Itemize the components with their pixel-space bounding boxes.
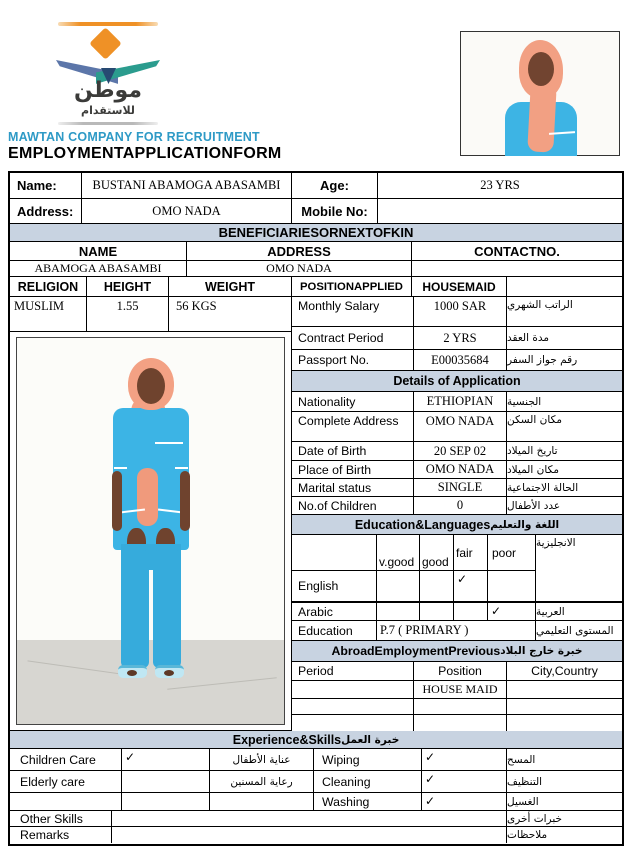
weight-value: 56 KGS (169, 297, 292, 331)
beneficiary-name-value: ABAMOGA ABASAMBI (10, 261, 187, 276)
physical-value-row (10, 297, 292, 332)
row-other-skills (10, 811, 622, 827)
abroad-period-1 (292, 681, 414, 698)
marital-status-arabic: الحالة الاجتماعية (507, 481, 579, 494)
company-logo (48, 14, 172, 126)
row-passport-no (292, 350, 622, 371)
abroad-city-3 (507, 715, 622, 731)
monthly-salary-value: 1000 SAR (414, 297, 507, 326)
education-label: Education (292, 621, 377, 640)
abroad-position-3 (414, 715, 507, 731)
physical-header-row (10, 277, 622, 297)
english-check-vgood (377, 571, 420, 601)
beneficiary-address-header: ADDRESS (187, 242, 412, 260)
cleaning-label: Cleaning (314, 771, 422, 792)
skills-empty-arabic (210, 793, 314, 810)
skills-empty-label (10, 793, 122, 810)
weight-header: WEIGHT (169, 277, 292, 296)
cleaning-check: ✓ (422, 771, 507, 792)
page-title: EMPLOYMENTAPPLICATIONFORM (8, 145, 282, 162)
monthly-salary-label: Monthly Salary (292, 297, 414, 326)
wiping-check: ✓ (422, 749, 507, 770)
remarks-label: Remarks (10, 827, 112, 843)
row-monthly-salary (292, 297, 622, 327)
elderly-care-label: Elderly care (10, 771, 122, 792)
row-place-of-birth (292, 461, 622, 479)
logo-accent-bar-top (58, 22, 158, 26)
name-label: Name: (10, 173, 82, 198)
abroad-row-2 (292, 699, 622, 715)
figure-arm-right (180, 471, 190, 531)
english-check-good (420, 571, 454, 601)
complete-address-label: Complete Address (292, 412, 414, 441)
row-address (10, 199, 622, 224)
skills-title (10, 731, 622, 749)
no-of-children-value: 0 (414, 497, 507, 514)
education-arabic: المستوى التعليمي (536, 624, 614, 637)
beneficiaries-header-row (10, 242, 622, 261)
passport-no-value: E00035684 (414, 350, 507, 370)
contract-period-value: 2 YRS (414, 327, 507, 349)
beneficiary-contact-header: CONTACTNO. (474, 243, 560, 259)
place-of-birth-value: OMO NADA (414, 461, 507, 478)
figure-leg-left (121, 550, 149, 668)
row-nationality (292, 392, 622, 412)
other-skills-value (112, 811, 507, 826)
row-english (292, 571, 622, 601)
row-complete-address (292, 412, 622, 442)
passport-photo (460, 31, 620, 156)
english-check-poor (488, 571, 536, 601)
abroad-city-1 (507, 681, 622, 698)
beneficiary-contact-value (412, 261, 622, 276)
figure-scarf-tail (137, 468, 158, 526)
beneficiary-name-header: NAME (10, 242, 187, 260)
skills-row-2 (10, 771, 622, 793)
education-title-en: Education&Languages (354, 517, 491, 532)
passport-photo-face (528, 52, 554, 86)
religion-header: RELIGION (10, 277, 87, 296)
abroad-city-2 (507, 699, 622, 714)
beneficiaries-value-row (10, 261, 622, 277)
figure-leg-right (153, 550, 181, 668)
beneficiaries-title: BENEFICIARIESORNEXTOFKIN (10, 224, 622, 242)
logo-arabic-subtitle: للاستقدام (81, 104, 135, 117)
logo-accent-bar-bottom (58, 122, 158, 125)
washing-arabic: الغسيل (507, 795, 539, 808)
date-of-birth-label: Date of Birth (292, 442, 414, 460)
beneficiary-address-value: OMO NADA (187, 261, 412, 276)
skills-row-3 (10, 793, 622, 811)
english-arabic-label: الانجليزية (536, 537, 576, 549)
row-remarks (10, 827, 622, 843)
skills-row-1 (10, 749, 622, 771)
washing-label: Washing (314, 793, 422, 810)
period-header: Period (292, 662, 414, 680)
english-check-fair: ✓ (454, 571, 488, 601)
nationality-value: ETHIOPIAN (414, 392, 507, 411)
children-care-arabic: عناية الأطفال (210, 749, 314, 770)
arabic-check-fair (454, 603, 488, 620)
abroad-period-2 (292, 699, 414, 714)
elderly-care-check (122, 771, 210, 792)
level-vgood-header: v.good (377, 535, 420, 571)
mobile-label: Mobile No: (292, 199, 378, 223)
application-form (8, 171, 624, 846)
arabic-check-vgood (377, 603, 420, 620)
position-header: Position (414, 662, 507, 680)
abroad-title-ar: خبرة خارج البلاد (500, 645, 583, 657)
logo-diamond-icon (89, 27, 122, 60)
level-good-header: good (420, 535, 454, 571)
wiping-arabic: المسح (507, 753, 536, 766)
arabic-check-good (420, 603, 454, 620)
level-poor-header: poor (488, 535, 536, 571)
abroad-header-row (292, 662, 622, 681)
figure-toes-right (164, 670, 174, 676)
applicant-photo (16, 337, 285, 725)
figure-toes-left (127, 670, 137, 676)
position-header-empty-cell (507, 277, 622, 296)
education-value: P.7 ( PRIMARY ) (377, 621, 536, 640)
abroad-title-en: AbroadEmploymentPrevious (331, 644, 501, 658)
passport-no-arabic: رقم جواز السفر (507, 354, 578, 366)
no-of-children-arabic: عدد الأطفال (507, 499, 561, 512)
complete-address-arabic: مكان السكن (507, 414, 562, 426)
abroad-title (292, 641, 622, 662)
english-arabic-cell-merge (536, 571, 622, 601)
age-label: Age: (292, 173, 378, 198)
abroad-position-1: HOUSE MAID (414, 681, 507, 698)
arabic-arabic-label: العربية (536, 605, 565, 618)
arabic-label: Arabic (292, 603, 377, 620)
education-header-row (292, 535, 622, 571)
name-value: BUSTANI ABAMOGA ABASAMBI (82, 173, 292, 198)
position-applied-label: POSITIONAPPLIED (292, 277, 412, 296)
abroad-row-3 (292, 715, 622, 731)
city-country-header: City,Country (531, 664, 598, 678)
figure-chest-pocket-line (155, 442, 183, 444)
row-date-of-birth (292, 442, 622, 461)
abroad-period-3 (292, 715, 414, 731)
place-of-birth-arabic: مكان الميلاد (507, 463, 559, 476)
logo-arabic-name: موطن (74, 78, 142, 103)
applicant-photo-cell (10, 332, 292, 731)
contract-period-arabic: مدة العقد (507, 332, 549, 344)
figure-arm-left (112, 471, 122, 531)
contract-period-label: Contract Period (292, 327, 414, 349)
marital-status-value: SINGLE (414, 479, 507, 496)
arabic-check-poor: ✓ (488, 603, 536, 620)
row-name (10, 173, 622, 199)
marital-status-label: Marital status (292, 479, 414, 496)
education-title-ar: اللغة والتعليم (490, 518, 560, 531)
education-title (292, 515, 622, 535)
place-of-birth-label: Place of Birth (292, 461, 414, 478)
mobile-value (378, 199, 622, 223)
date-of-birth-value: 20 SEP 02 (414, 442, 507, 460)
other-skills-label: Other Skills (10, 811, 112, 826)
wiping-label: Wiping (314, 749, 422, 770)
height-header: HEIGHT (87, 277, 169, 296)
nationality-label: Nationality (292, 392, 414, 411)
education-header-empty (292, 535, 377, 571)
row-no-of-children (292, 497, 622, 515)
date-of-birth-arabic: تاريخ الميلاد (507, 445, 558, 457)
company-title: MAWTAN COMPANY FOR RECRUITMENT (8, 130, 260, 144)
washing-check: ✓ (422, 793, 507, 810)
nationality-arabic: الجنسية (507, 395, 542, 408)
passport-no-label: Passport No. (292, 350, 414, 370)
age-value: 23 YRS (480, 178, 520, 192)
religion-value: MUSLIM (10, 297, 87, 331)
remarks-arabic: ملاحظات (507, 829, 548, 841)
elderly-care-arabic: رعاية المسنين (210, 771, 314, 792)
skills-empty-check (122, 793, 210, 810)
abroad-row-1 (292, 681, 622, 699)
skills-title-en: Experience&Skills (232, 732, 342, 747)
address-value: OMO NADA (82, 199, 292, 223)
figure-cuff-left (114, 467, 127, 469)
details-title: Details of Application (292, 371, 622, 392)
abroad-position-2 (414, 699, 507, 714)
photo-floor (17, 640, 284, 724)
figure-cuff-right (175, 467, 188, 469)
figure-face (137, 368, 165, 404)
children-care-label: Children Care (10, 749, 122, 770)
monthly-salary-arabic: الراتب الشهري (507, 299, 573, 311)
children-care-check: ✓ (122, 749, 210, 770)
row-education-level (292, 621, 622, 641)
row-arabic (292, 601, 622, 621)
row-contract-period (292, 327, 622, 350)
remarks-value (112, 827, 507, 843)
level-fair-header: fair (454, 535, 488, 571)
cleaning-arabic: التنظيف (507, 775, 543, 788)
no-of-children-label: No.of Children (292, 497, 414, 514)
height-value: 1.55 (87, 297, 169, 331)
address-label: Address: (10, 199, 82, 223)
english-label: English (292, 571, 377, 601)
complete-address-value: OMO NADA (414, 412, 507, 441)
passport-photo-scarf-drape (527, 83, 557, 152)
row-marital-status (292, 479, 622, 497)
position-applied-value: HOUSEMAID (412, 277, 507, 296)
skills-title-ar: خبرة العمل (341, 733, 400, 746)
other-skills-arabic: خبرات أخرى (507, 812, 563, 825)
